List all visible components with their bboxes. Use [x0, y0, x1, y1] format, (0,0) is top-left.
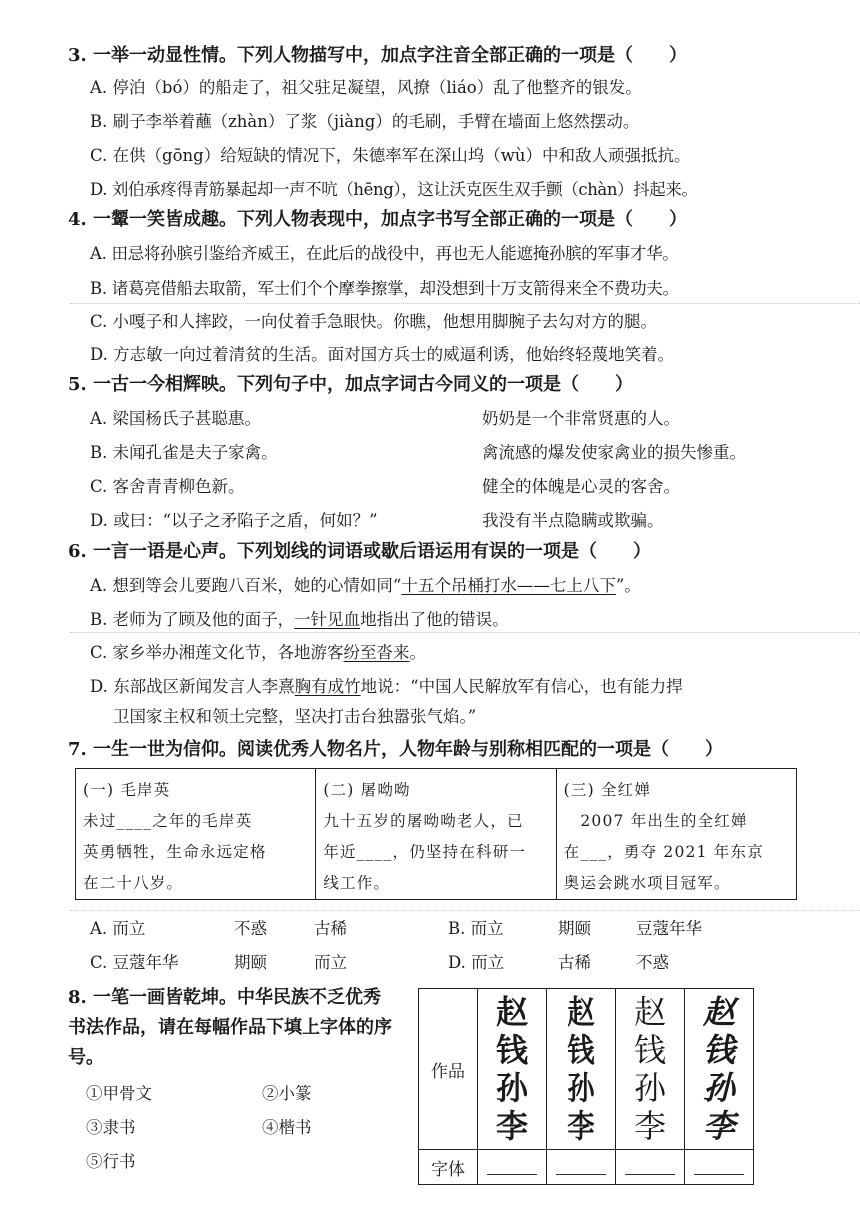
glyph: 钱 [567, 1031, 595, 1069]
card-title: (一) 毛岸英 [83, 781, 171, 799]
q6-b-pre: B. 老师为了顾及他的面子， [90, 610, 295, 629]
font-option-5: ⑤行书 [86, 1152, 136, 1171]
q5-row-d-right: 我没有半点隐瞒或欺骗。 [482, 511, 664, 530]
glyph: 李 [633, 1108, 666, 1144]
glyph: 赵 [495, 993, 528, 1031]
calligraphy-work-2 [547, 989, 616, 1150]
card-line: 在二十八岁。 [83, 874, 184, 892]
q7-option-d-3: 不惑 [636, 953, 669, 972]
glyph: 孙 [702, 1069, 735, 1107]
question-4-title: 4. 一颦一笑皆成趣。下列人物表现中，加点字书写全部正确的一项是（ ） [68, 209, 688, 230]
glyph: 赵 [567, 993, 595, 1031]
scan-dotted-line-3 [70, 910, 860, 911]
answer-blank-4[interactable] [685, 1150, 754, 1185]
question-8-title: 8. 一笔一画皆乾坤。中华民族不乏优秀书法作品，请在每幅作品下填上字体的序号。 [68, 987, 392, 1068]
q6-a-pre: A. 想到等会儿要跑八百米，她的心情如同“ [90, 576, 402, 595]
profile-cards [75, 768, 797, 900]
q6-c-post: 。 [409, 643, 427, 662]
glyph: 李 [702, 1107, 735, 1145]
font-label: 字体 [419, 1150, 478, 1185]
card-title: (二) 屠呦呦 [323, 781, 411, 799]
q7-option-c-2: 期颐 [234, 953, 267, 972]
q6-option-d [90, 675, 683, 699]
q3-option-d: D. 刘伯承疼得青筋暴起却一声不吭（hēng），这让沃克医生双手颤（chàn）抖起来。 [90, 180, 698, 199]
q7-option-d-1: D. 而立 [448, 953, 505, 972]
q4-option-b: B. 诸葛亮借船去取箭，军士们个个摩拳擦掌，却没想到十万支箭得来全不费功夫。 [90, 279, 679, 298]
profile-card-2 [316, 769, 556, 899]
font-option-2: ②小篆 [262, 1084, 312, 1103]
q6-b-underlined: 一针见血 [294, 610, 361, 629]
q7-option-a-3: 古稀 [314, 919, 347, 938]
blank-line [625, 1156, 675, 1175]
q5-row-c-left: C. 客舍青青柳色新。 [90, 477, 245, 496]
card-line: 在___，勇夺 2021 年东京 [563, 843, 764, 861]
q7-option-a-2: 不惑 [234, 919, 267, 938]
q5-row-b-right: 禽流感的爆发使家禽业的损失惨重。 [482, 443, 746, 462]
blank-line [694, 1156, 744, 1175]
work-label: 作品 [419, 989, 478, 1150]
card-line: 未过____之年的毛岸英 [83, 812, 253, 830]
q5-row-c-right: 健全的体魄是心灵的客舍。 [482, 477, 680, 496]
calligraphy-table [418, 988, 754, 1185]
q7-option-c-1: C. 豆蔻年华 [90, 953, 179, 972]
profile-card-1 [76, 769, 316, 899]
q7-option-b-1: B. 而立 [448, 919, 504, 938]
q4-option-c: C. 小嘎子和人摔跤，一向仗着手急眼快。你瞧，他想用脚腕子去勾对方的腿。 [90, 312, 658, 331]
font-option-4: ④楷书 [262, 1118, 312, 1137]
card-title: (三) 全红婵 [563, 781, 652, 799]
q6-option-d-line2: 卫国家主权和领土完整，坚决打击台独嚣张气焰。” [113, 707, 477, 726]
question-6-title: 6. 一言一语是心声。下列划线的词语或歇后语运用有误的一项是（ ） [68, 541, 652, 562]
glyph: 赵 [702, 993, 735, 1031]
glyph: 李 [495, 1107, 528, 1145]
q7-option-b-3: 豆蔻年华 [636, 919, 702, 938]
q3-option-c: C. 在供（gōng）给短缺的情况下，朱德率军在深山坞（wù）中和敌人顽强抵抗。 [90, 146, 691, 165]
scan-dotted-line-2 [70, 632, 860, 633]
q7-option-c-3: 而立 [314, 953, 347, 972]
q7-option-a-1: A. 而立 [90, 919, 146, 938]
q7-option-b-2: 期颐 [558, 919, 591, 938]
q4-option-d: D. 方志敏一向过着清贫的生活。面对国方兵士的威逼利诱，他始终轻蔑地笑着。 [90, 345, 675, 364]
q6-a-underlined: 十五个吊桶打水——七上八下 [401, 576, 616, 595]
font-option-1: ①甲骨文 [86, 1084, 152, 1103]
q5-row-a-right: 奶奶是一个非常贤惠的人。 [482, 409, 680, 428]
calligraphy-work-3 [616, 989, 685, 1150]
glyph: 李 [567, 1107, 595, 1145]
calligraphy-work-4 [685, 989, 754, 1150]
question-5-title: 5. 一古一今相辉映。下列句子中，加点字词古今同义的一项是（ ） [68, 374, 634, 395]
question-7-title: 7. 一生一世为信仰。阅读优秀人物名片，人物年龄与别称相匹配的一项是（ ） [68, 739, 724, 760]
card-line: 线工作。 [323, 874, 391, 892]
glyph: 赵 [633, 994, 666, 1030]
q6-d-pre: D. 东部战区新闻发言人李熹 [90, 677, 295, 696]
glyph: 钱 [702, 1031, 735, 1069]
scan-dotted-line [70, 303, 860, 304]
answer-blank-3[interactable] [616, 1150, 685, 1185]
card-line: 2007 年出生的全红婵 [563, 812, 748, 830]
q6-c-pre: C. 家乡举办湘莲文化节，各地游客 [90, 643, 344, 662]
q6-b-post: 地指出了他的错误。 [360, 610, 509, 629]
q6-option-c [90, 641, 426, 665]
answer-blank-2[interactable] [547, 1150, 616, 1185]
card-line: 奥运会跳水项目冠军。 [563, 874, 731, 892]
calligraphy-work-1 [478, 989, 547, 1150]
blank-line [487, 1156, 537, 1175]
font-option-3: ③隶书 [86, 1118, 136, 1137]
q6-d-underlined: 胸有成竹 [294, 677, 361, 696]
glyph: 钱 [495, 1031, 528, 1069]
profile-card-3 [557, 769, 796, 899]
card-line: 年近____，仍坚持在科研一 [323, 843, 527, 861]
q6-c-underlined: 纷至沓来 [343, 643, 410, 662]
q7-option-d-2: 古稀 [558, 953, 591, 972]
blank-line [556, 1156, 606, 1175]
glyph: 钱 [633, 1032, 666, 1068]
q6-d-post: 地说：“中国人民解放军有信心，也有能力捍 [360, 677, 683, 696]
q5-row-a-left: A. 梁国杨氏子甚聪惠。 [90, 409, 261, 428]
answer-blank-1[interactable] [478, 1150, 547, 1185]
q4-option-a: A. 田忌将孙膑引鉴给齐威王，在此后的战役中，再也无人能遮掩孙膑的军事才华。 [90, 244, 679, 263]
q5-row-d-left: D. 或曰：“以子之矛陷子之盾，何如？” [90, 511, 378, 530]
q6-a-post: ”。 [615, 576, 641, 595]
glyph: 孙 [633, 1070, 666, 1106]
q5-row-b-left: B. 未闻孔雀是夫子家禽。 [90, 443, 278, 462]
card-line: 九十五岁的屠呦呦老人，已 [323, 812, 524, 830]
glyph: 孙 [495, 1069, 528, 1107]
question-3-title: 3. 一举一动显性情。下列人物描写中，加点字注音全部正确的一项是（ ） [68, 45, 688, 66]
q6-option-a [90, 574, 641, 598]
card-line: 英勇牺牲，生命永远定格 [83, 843, 267, 861]
glyph: 孙 [567, 1069, 595, 1107]
q3-option-b: B. 刷子李举着蘸（zhàn）了浆（jiàng）的毛刷，手臂在墙面上悠然摆动。 [90, 112, 640, 131]
q3-option-a: A. 停泊（bó）的船走了，祖父驻足凝望，风撩（liáo）乱了他整齐的银发。 [90, 78, 642, 97]
q6-option-b [90, 608, 509, 632]
